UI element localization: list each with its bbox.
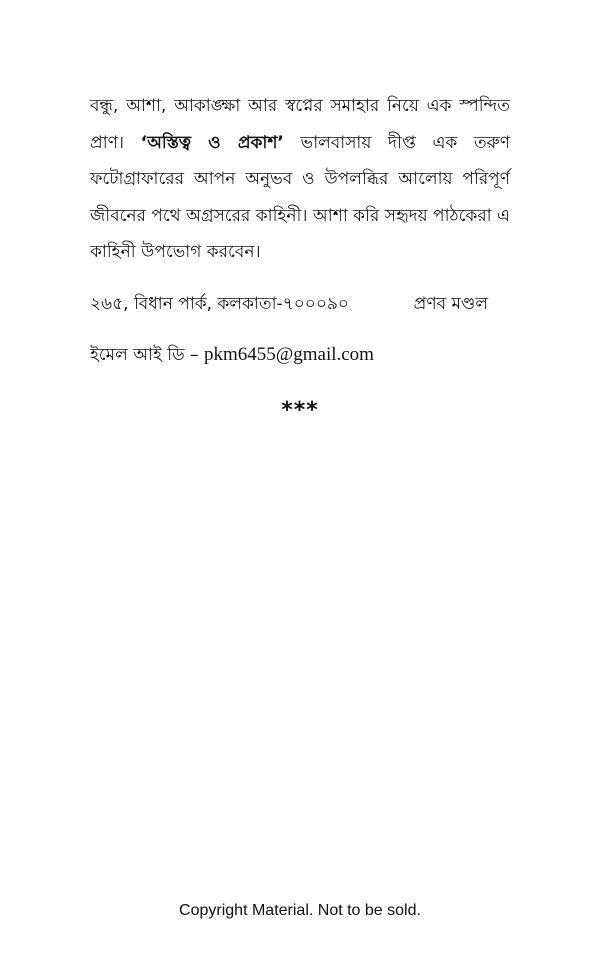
book-title: ‘অস্তিত্ব ও প্রকাশ’ — [140, 132, 284, 153]
preface-text-part1: বন্ধু, আশা, আকাঙ্ক্ষা আর স্বপ্নের সমাহার নিয়ে এক স্পন্দিত প্রাণ। — [90, 96, 510, 153]
preface-paragraph — [90, 88, 510, 271]
copyright-footer: Copyright Material. Not to be sold. — [179, 902, 421, 919]
email-label: ইমেল আই ডি – — [90, 345, 204, 365]
signature-line — [90, 288, 510, 320]
email-address: pkm6455@gmail.com — [203, 344, 374, 365]
section-separator: *** — [281, 398, 319, 423]
contact-line — [90, 339, 374, 371]
preface-text-part2: ভালবাসায় দীপ্ত এক তরুণ ফটোগ্রাফারের আপন অনুভব ও উপলব্ধির আলোয় পরিপূর্ণ জীবনের পথে অগ্রসরের কাহিনী। আশা করি সহৃদয় পাঠকেরা এ কাহিনী উপভোগ করবেন। — [90, 132, 510, 262]
author-name: প্রণব মণ্ডল — [413, 294, 488, 314]
author-address: ২৬৫, বিধান পার্ক, কলকাতা-৭০০০৯০ — [90, 294, 349, 314]
